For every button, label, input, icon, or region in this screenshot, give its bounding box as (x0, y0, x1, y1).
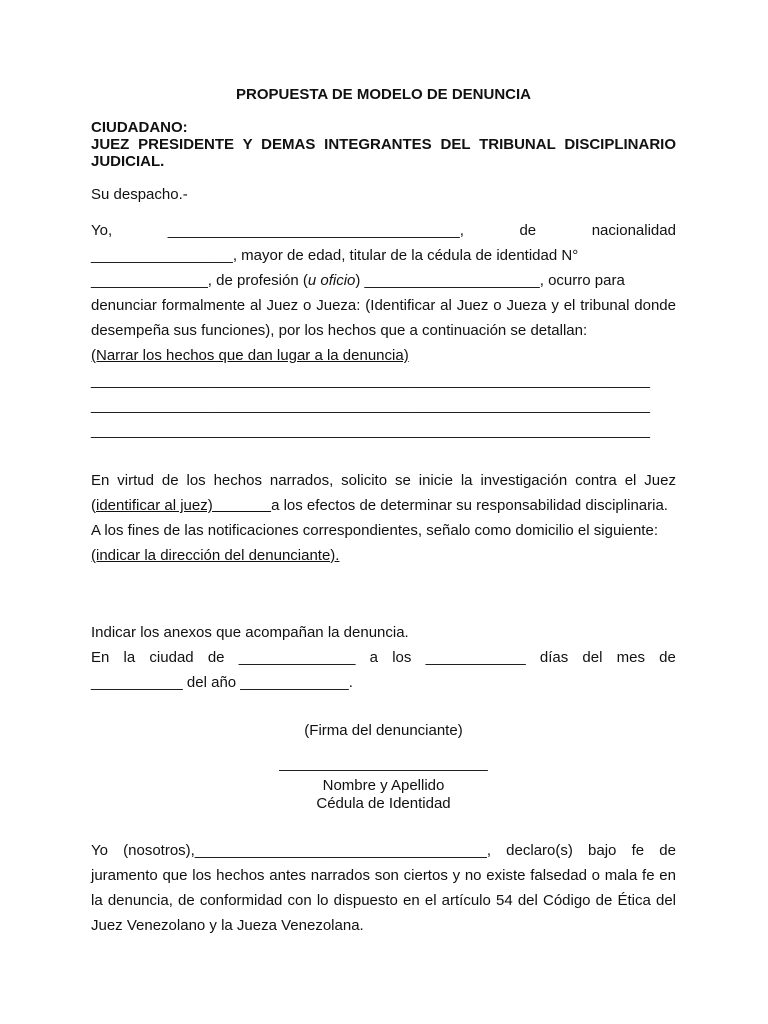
request-p1-a: En virtud de los hechos narrados, solicito se inicie la investigación contra el Juez ( (91, 472, 676, 514)
decl-w6: de (659, 842, 676, 859)
blank-line-1: ___________________________________________________________________ (91, 372, 650, 389)
blank-line-3: ___________________________________________________________________ (91, 422, 650, 439)
intro-line-3 (91, 268, 676, 293)
request-p1-underlined: identificar al juez) (96, 497, 272, 514)
annexes-line: Indicar los anexos que acompañan la denuncia. (91, 624, 409, 641)
declaration-rest: juramento que los hechos antes narrados son ciertos y no existe falsedad o mala fe en la denuncia, de conformidad con lo dispuesto en el artículo 54 del Código de Ética del Juez Venezolano y la Jueza Venezolana. (91, 867, 676, 934)
request-paragraph (91, 468, 676, 568)
city-w1: En (91, 649, 110, 666)
intro-line-4: denunciar formalmente al Juez o Jueza: (Identificar al Juez o Jueza y el tribunal donde desempeña sus funciones), por los hechos que a continuación se detallan: (91, 297, 676, 339)
signature-name: Nombre y Apellido (322, 777, 445, 794)
signature-block (91, 722, 676, 813)
signature-label: (Firma del denunciante) (304, 722, 463, 739)
signature-line: _________________________ (279, 755, 488, 772)
greeting: Su despacho.- (91, 186, 188, 203)
signature-id: Cédula de Identidad (316, 795, 451, 812)
decl-w4: bajo (588, 842, 617, 859)
request-p1 (91, 468, 676, 518)
city-w6: a (369, 649, 379, 666)
intro-word-yo: Yo, (91, 222, 113, 239)
city-w2: la (123, 649, 136, 666)
intro-first-line (91, 218, 676, 243)
intro-line-2: _________________, mayor de edad, titular de la cédula de identidad N° (91, 247, 579, 264)
city-w11: mes (616, 649, 645, 666)
request-p3: (indicar la dirección del denunciante). (91, 547, 340, 564)
addressee-block (91, 119, 676, 170)
city-w3: ciudad (149, 649, 194, 666)
intro-paragraph (91, 218, 676, 443)
decl-w2: (nosotros),___________________________________, (123, 842, 491, 859)
declaration-first-line (91, 838, 676, 863)
addressee-line-1: CIUDADANO: (91, 119, 188, 136)
city-w7: los (392, 649, 412, 666)
city-w9: días (539, 649, 569, 666)
city-w8: ____________ (425, 649, 526, 666)
city-w10: del (582, 649, 603, 666)
document-title: PROPUESTA DE MODELO DE DENUNCIA (235, 86, 532, 103)
decl-w5: fe (631, 842, 645, 859)
closing-paragraph (91, 620, 676, 695)
intro-line-3-italic: u oficio (307, 272, 356, 289)
city-line (91, 645, 676, 670)
intro-word-de: de (519, 222, 537, 239)
intro-name-blank: ___________________________________, (167, 222, 464, 239)
year-line: ___________ del año _____________. (91, 674, 353, 691)
intro-line-3-a: ______________, de profesión ( (91, 272, 308, 289)
decl-w1: Yo (91, 842, 108, 859)
intro-line-3-b: ) _____________________, ocurro para (355, 272, 625, 289)
request-p1-b: a los efectos de determinar su responsabilidad disciplinaria. (271, 497, 668, 514)
intro-word-nacionalidad: nacionalidad (591, 222, 676, 239)
city-w4: de (207, 649, 225, 666)
declaration-paragraph (91, 838, 676, 938)
intro-line-3-main (91, 268, 625, 293)
narrate-instruction: (Narrar los hechos que dan lugar a la denuncia) (91, 347, 409, 364)
city-w12: de (659, 649, 676, 666)
decl-w3: declaro(s) (506, 842, 573, 859)
request-p2: A los fines de las notificaciones correspondientes, señalo como domicilio el siguiente: (91, 522, 658, 539)
city-w5: ______________ (238, 649, 356, 666)
blank-line-2: ___________________________________________________________________ (91, 397, 650, 414)
addressee-line-2: JUEZ PRESIDENTE Y DEMAS INTEGRANTES DEL TRIBUNAL DISCIPLINARIO JUDICIAL. (91, 136, 676, 170)
